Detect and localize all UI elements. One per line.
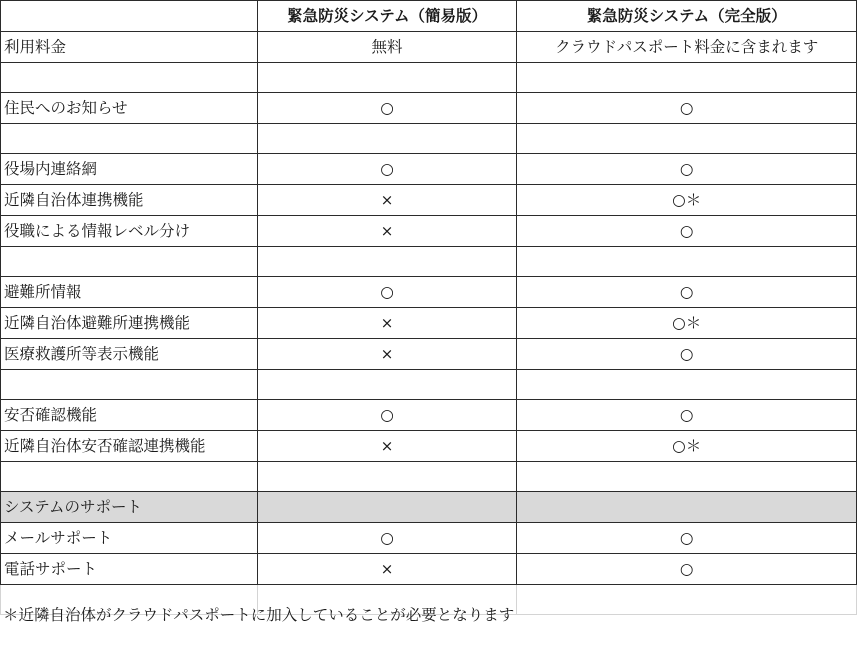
feature-label: 近隣自治体安否確認連携機能 bbox=[1, 431, 258, 462]
feature-label bbox=[1, 124, 258, 154]
table-row bbox=[1, 32, 857, 63]
simple-version-value bbox=[257, 462, 517, 492]
empty-cell bbox=[517, 585, 857, 615]
table-row bbox=[1, 277, 857, 308]
full-version-value bbox=[517, 462, 857, 492]
simple-version-value bbox=[257, 124, 517, 154]
full-version-value bbox=[517, 370, 857, 400]
spacer-row bbox=[1, 247, 857, 277]
header-feature-cell bbox=[1, 1, 258, 32]
full-version-value: ○ bbox=[517, 523, 857, 554]
feature-label: 安否確認機能 bbox=[1, 400, 258, 431]
simple-version-value: × bbox=[257, 185, 517, 216]
table-row bbox=[1, 216, 857, 247]
spacer-row bbox=[1, 462, 857, 492]
feature-label bbox=[1, 370, 258, 400]
full-version-value: ○ bbox=[517, 400, 857, 431]
feature-label: 近隣自治体避難所連携機能 bbox=[1, 308, 258, 339]
feature-label: 近隣自治体連携機能 bbox=[1, 185, 258, 216]
simple-version-value bbox=[257, 370, 517, 400]
simple-version-value bbox=[257, 492, 517, 523]
footnote: ＊近隣自治体がクラウドパスポートに加入していることが必要となります bbox=[3, 606, 515, 624]
full-version-value: ○ bbox=[517, 216, 857, 247]
table-row bbox=[1, 308, 857, 339]
spacer-row bbox=[1, 63, 857, 93]
header-full-version: 緊急防災システム（完全版） bbox=[517, 1, 857, 32]
feature-label bbox=[1, 462, 258, 492]
feature-label: 役場内連絡網 bbox=[1, 154, 258, 185]
simple-version-value: × bbox=[257, 339, 517, 370]
section-row bbox=[1, 492, 857, 523]
table-row bbox=[1, 339, 857, 370]
full-version-value bbox=[517, 492, 857, 523]
simple-version-value bbox=[257, 247, 517, 277]
simple-version-value: × bbox=[257, 308, 517, 339]
feature-label: メールサポート bbox=[1, 523, 258, 554]
full-version-value: クラウドパスポート料金に含まれます bbox=[517, 32, 857, 63]
full-version-value: ○ bbox=[517, 277, 857, 308]
full-version-value bbox=[517, 247, 857, 277]
simple-version-value: ○ bbox=[257, 154, 517, 185]
full-version-value: ○ bbox=[517, 339, 857, 370]
table-row bbox=[1, 431, 857, 462]
feature-label: 住民へのお知らせ bbox=[1, 93, 258, 124]
simple-version-value bbox=[257, 63, 517, 93]
simple-version-value: ○ bbox=[257, 93, 517, 124]
feature-label: 電話サポート bbox=[1, 554, 258, 585]
simple-version-value: × bbox=[257, 431, 517, 462]
table-row bbox=[1, 185, 857, 216]
feature-label: 避難所情報 bbox=[1, 277, 258, 308]
simple-version-value: × bbox=[257, 554, 517, 585]
simple-version-value: ○ bbox=[257, 400, 517, 431]
table-header-row bbox=[1, 1, 857, 32]
simple-version-value: ○ bbox=[257, 523, 517, 554]
table-row bbox=[1, 93, 857, 124]
full-version-value: ○ bbox=[517, 554, 857, 585]
table-row bbox=[1, 400, 857, 431]
feature-label: システムのサポート bbox=[1, 492, 258, 523]
simple-version-value: 無料 bbox=[257, 32, 517, 63]
full-version-value: ○＊ bbox=[517, 431, 857, 462]
table-row bbox=[1, 523, 857, 554]
full-version-value: ○ bbox=[517, 93, 857, 124]
full-version-value: ○ bbox=[517, 154, 857, 185]
spacer-row bbox=[1, 370, 857, 400]
footnote-cell bbox=[517, 615, 857, 645]
feature-label bbox=[1, 63, 258, 93]
simple-version-value: × bbox=[257, 216, 517, 247]
full-version-value bbox=[517, 63, 857, 93]
full-version-value: ○＊ bbox=[517, 185, 857, 216]
feature-label: 医療救護所等表示機能 bbox=[1, 339, 258, 370]
full-version-value: ○＊ bbox=[517, 308, 857, 339]
table-row bbox=[1, 154, 857, 185]
feature-label bbox=[1, 247, 258, 277]
feature-label: 役職による情報レベル分け bbox=[1, 216, 258, 247]
header-simple-version: 緊急防災システム（簡易版） bbox=[257, 1, 517, 32]
simple-version-value: ○ bbox=[257, 277, 517, 308]
full-version-value bbox=[517, 124, 857, 154]
feature-label: 利用料金 bbox=[1, 32, 258, 63]
spacer-row bbox=[1, 124, 857, 154]
table-row bbox=[1, 554, 857, 585]
